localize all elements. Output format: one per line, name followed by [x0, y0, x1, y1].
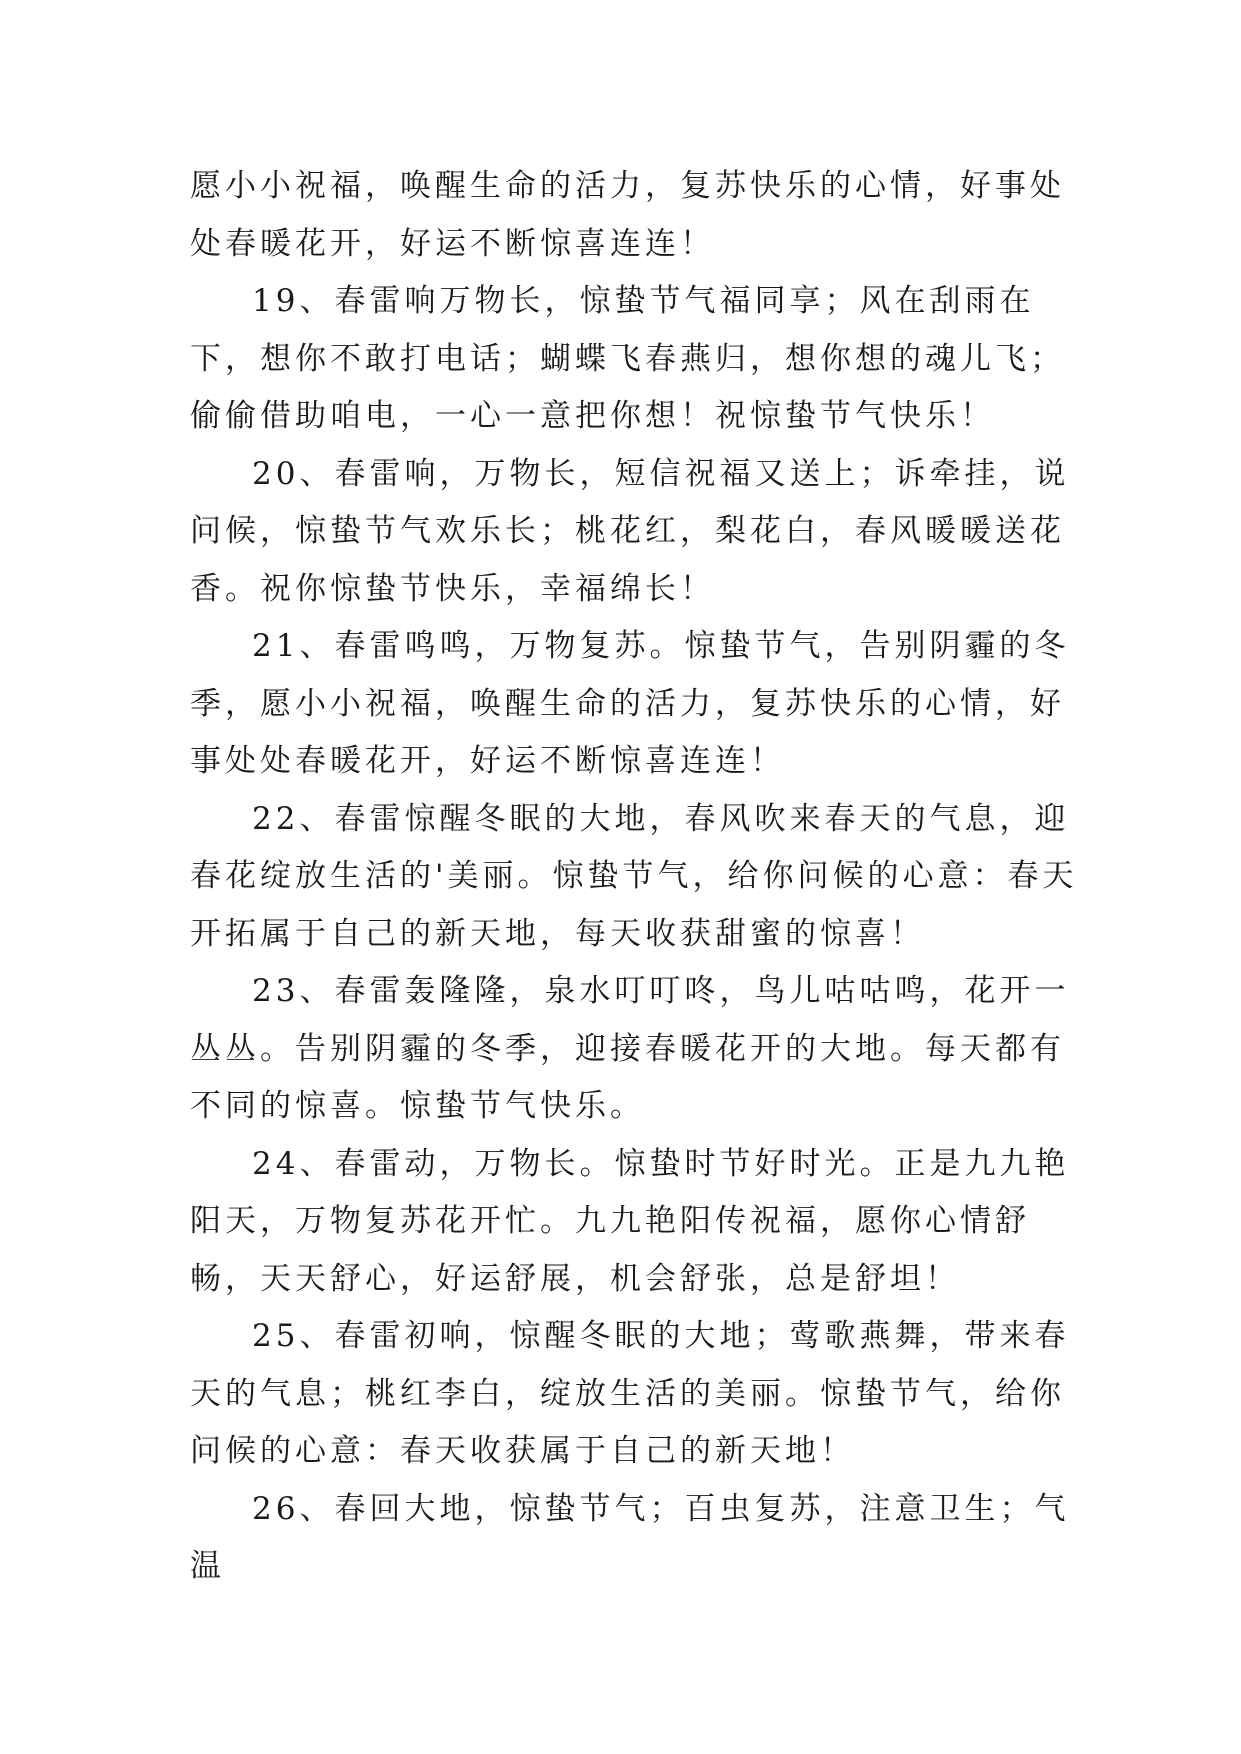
paragraph-item-26: 26、春回大地，惊蛰节气；百虫复苏，注意卫生；气温	[190, 1490, 1070, 1584]
paragraph-item-25: 25、春雷初响，惊醒冬眠的大地；莺歌燕舞，带来春天的气息；桃红李白，绽放生活的美丽。惊蛰节气，给你问候的心意：春天收获属于自己的新天地！	[190, 1318, 1070, 1469]
paragraph-continuation: 愿小小祝福，唤醒生命的活力，复苏快乐的心情，好事处处春暖花开，好运不断惊喜连连！	[190, 168, 1065, 262]
paragraph-item-23: 23、春雷轰隆隆，泉水叮叮咚，鸟儿咕咕鸣，花开一丛丛。告别阴霾的冬季，迎接春暖花开的大地。每天都有不同的惊喜。惊蛰节气快乐。	[190, 973, 1070, 1124]
paragraph-item-22: 22、春雷惊醒冬眠的大地，春风吹来春天的气息，迎春花绽放生活的'美丽。惊蛰节气，给你问候的心意：春天开拓属于自己的新天地，每天收获甜蜜的惊喜！	[190, 800, 1078, 952]
paragraph-item-24: 24、春雷动，万物长。惊蛰时节好时光。正是九九艳阳天，万物复苏花开忙。九九艳阳传祝福，愿你心情舒畅，天天舒心，好运舒展，机会舒张，总是舒坦！	[190, 1145, 1070, 1297]
paragraph-item-20: 20、春雷响，万物长，短信祝福又送上；诉牵挂，说问候，惊蛰节气欢乐长；桃花红，梨花白，春风暖暖送花香。祝你惊蛰节快乐，幸福绵长！	[190, 455, 1070, 607]
document-body	[190, 158, 1080, 1596]
paragraph-item-19: 19、春雷响万物长，惊蛰节气福同享；风在刮雨在下，想你不敢打电话；蝴蝶飞春燕归，想你想的魂儿飞；偷偷借助咱电，一心一意把你想！祝惊蛰节气快乐！	[190, 283, 1065, 434]
paragraph-item-21: 21、春雷鸣鸣，万物复苏。惊蛰节气，告别阴霾的冬季，愿小小祝福，唤醒生命的活力，复苏快乐的心情，好事处处春暖花开，好运不断惊喜连连！	[190, 628, 1070, 779]
